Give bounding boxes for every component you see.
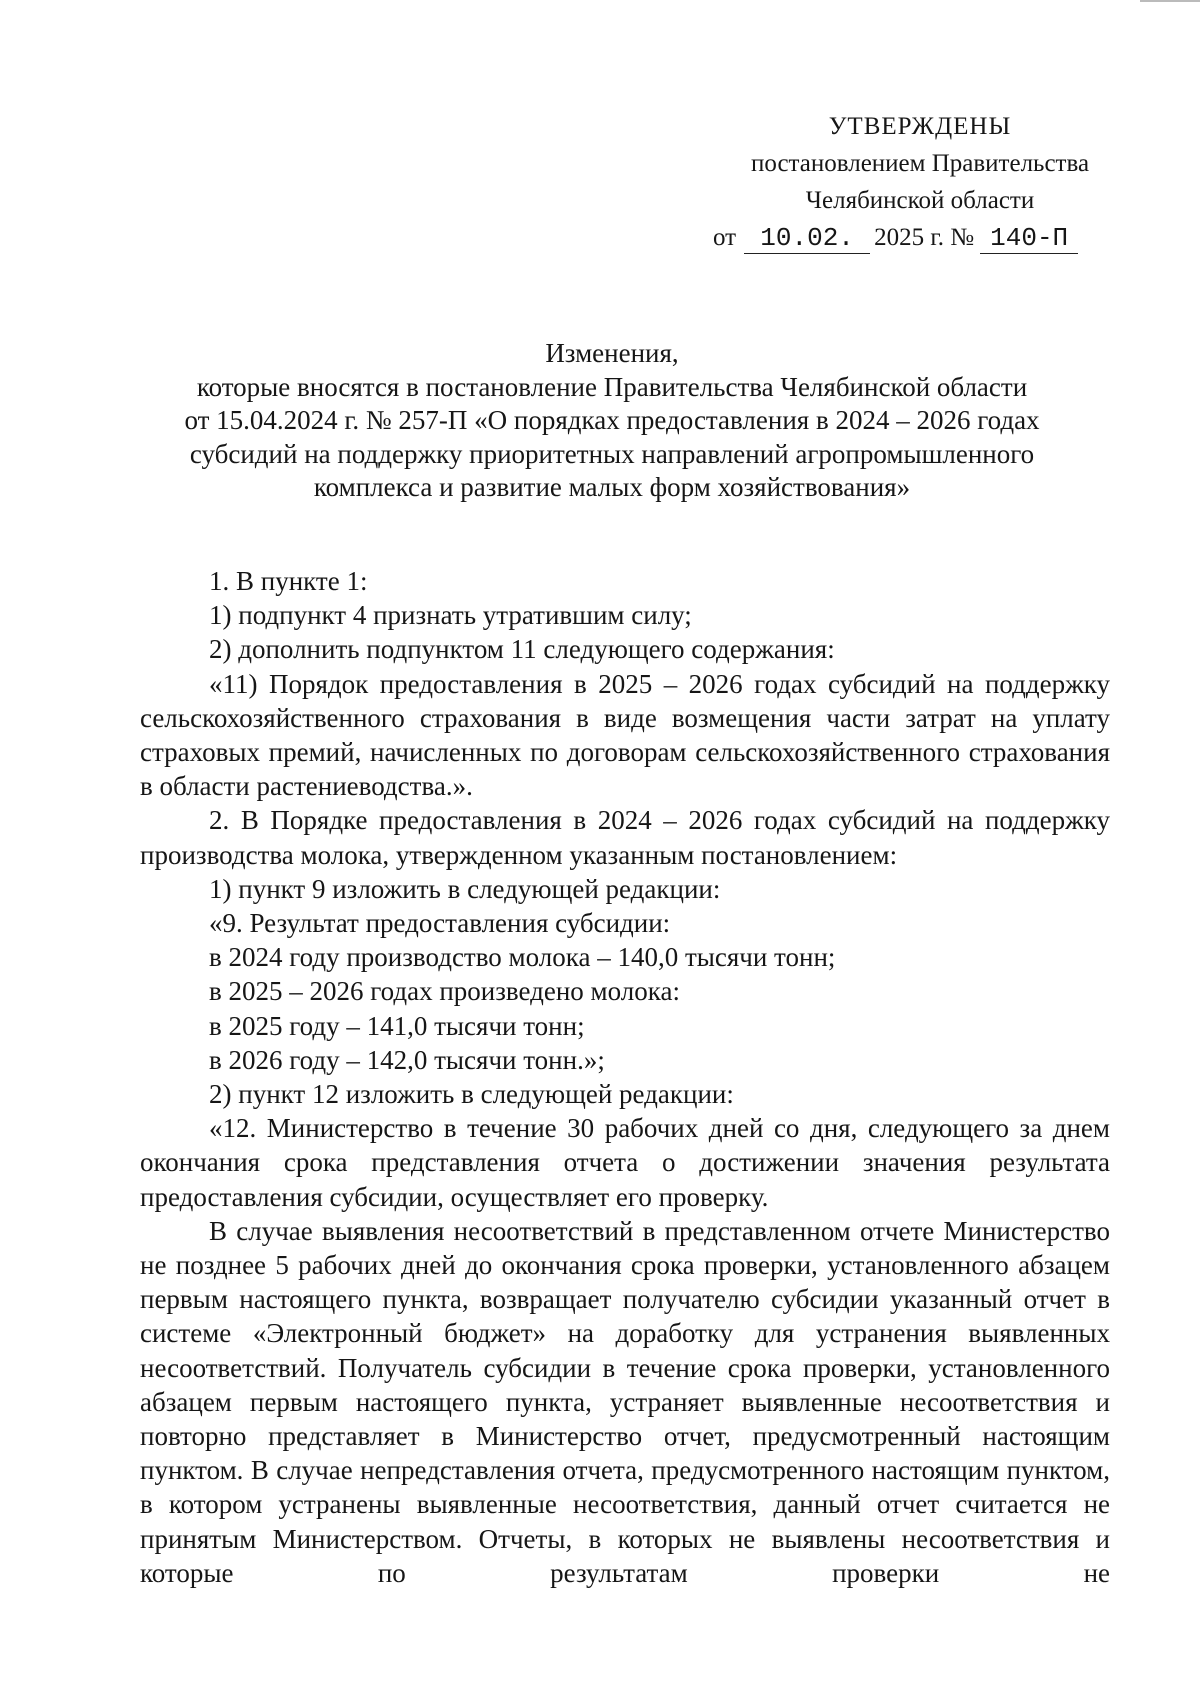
paragraph: в 2026 году – 142,0 тысячи тонн.»; (209, 1044, 605, 1075)
title-line-2: которые вносятся в постановление Правительства Челябинской области (196, 371, 1028, 402)
title-line-4: субсидий на поддержку приоритетных направлений агропромышленного (189, 438, 1035, 469)
paragraph: в 2025 – 2026 годах произведено молока: (209, 976, 680, 1007)
approval-line-2: Челябинской области (805, 187, 1035, 214)
date-prefix: от (713, 224, 737, 251)
paragraph: в 2025 году – 141,0 тысячи тонн; (209, 1010, 585, 1041)
paragraph: «12. Министерство в течение 30 рабочих дней со дня, следующего за днем окончания срока представления отчета о достижении значения результата предоставления субсидии, осуществляет его проверку. (140, 1113, 1110, 1212)
paragraph: В случае выявления несоответствий в представленном отчете Министерство не позднее 5 рабочих дней до окончания срока проверки, установленного абзацем первым настоящего пункта, возвращает получателю субсидии указанный отчет в системе «Электронный бюджет» на доработку для устранения выявленных несоответствий. Получатель субсидии в течение срока проверки, установленного абзацем первым настоящего пункта, устраняет выявленные несоответствия и повторно представляет в Министерство отчет, предусмотренный настоящим пунктом. В случае непредставления отчета, предусмотренного настоящим пунктом, в котором устранены выявленные несоответствия, данный отчет считается не принятым Министерством. Отчеты, в которых не выявлены несоответствия и которые по результатам проверки не (140, 1215, 1110, 1588)
year-text: 2025 г. № (874, 224, 975, 251)
scan-edge-mark (1140, 0, 1200, 2)
paragraph: 2. В Порядке предоставления в 2024 – 2026 годах субсидий на поддержку производства молока, утвержденном указанным постановлением: (140, 805, 1110, 870)
paragraph: 2) дополнить подпунктом 11 следующего содержания: (209, 634, 835, 665)
paragraph: «11) Порядок предоставления в 2025 – 2026 годах субсидий на поддержку сельскохозяйственного страхования в виде возмещения части затрат на уплату страховых премий, начисленных по договорам сельскохозяйственного страхования в области растениеводства.». (140, 668, 1110, 802)
approval-date-value: 10.02. (744, 223, 870, 254)
approval-heading: УТВЕРЖДЕНЫ (828, 113, 1012, 140)
approval-stamp-block (700, 108, 1140, 256)
paragraph: 1) пункт 9 изложить в следующей редакции: (209, 873, 721, 904)
approval-number-value: 140-П (980, 223, 1078, 254)
paragraph: 1) подпункт 4 признать утратившим силу; (209, 600, 692, 631)
paragraph: 2) пункт 12 изложить в следующей редакции: (209, 1079, 734, 1110)
title-line-5: комплекса и развитие малых форм хозяйствования» (313, 472, 911, 502)
document-title (140, 337, 1084, 505)
document-body (140, 564, 1110, 1590)
approval-line-1: постановлением Правительства (750, 150, 1090, 177)
approval-date-line (700, 219, 1140, 256)
title-line-1: Изменения, (545, 338, 679, 368)
paragraph: «9. Результат предоставления субсидии: (209, 908, 671, 939)
title-line-3: от 15.04.2024 г. № 257-П «О порядках предоставления в 2024 – 2026 годах (184, 405, 1040, 435)
paragraph: 1. В пункте 1: (209, 566, 368, 596)
paragraph: в 2024 году производство молока – 140,0 тысячи тонн; (209, 942, 836, 973)
